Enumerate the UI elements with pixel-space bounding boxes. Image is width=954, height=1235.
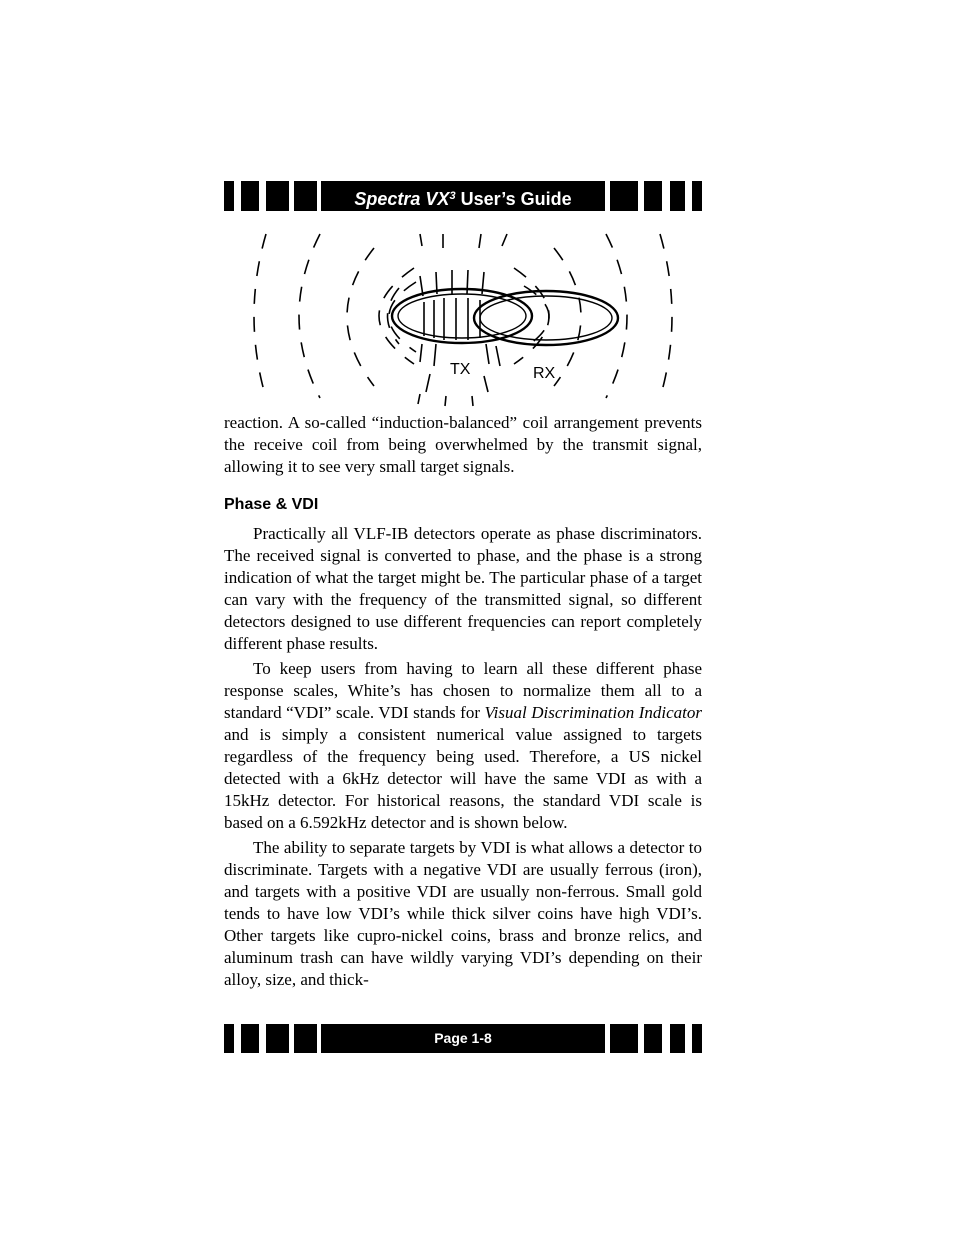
paragraph-discrimination xyxy=(224,837,702,991)
footer-block xyxy=(224,1024,234,1053)
field-line xyxy=(660,234,672,398)
footer-block xyxy=(241,1024,259,1053)
header-block xyxy=(692,181,702,211)
paragraph-text: The ability to separate targets by VDI is what allows a detector to discriminate. Targets with a negative VDI are usually ferrous (iron), and targets with a positive VDI are usually non-ferrous. Small gold tends to have low VDI’s while thick silver coins have high VDI’s. Other targets like cupro-nickel coins, brass and bronze relics, and aluminum trash can have wildly varying VDI’s depending on their alloy, size, and thick- xyxy=(224,838,702,989)
footer-block xyxy=(670,1024,685,1053)
paragraph-text: reaction. A so-called “induction-balanced” coil arrangement prevents the receive coil from being overwhelmed by the transmit signal, allowing it to see very small target signals. xyxy=(224,413,702,476)
field-line xyxy=(420,344,422,362)
footer-block xyxy=(266,1024,289,1053)
field-line xyxy=(484,376,488,392)
paragraph-text-part: To keep users from having to learn all these different phase response scales, White’s has chosen to normalize them all to a standard “VDI” scale. VDI stands for xyxy=(224,659,702,722)
field-line xyxy=(445,396,446,406)
rx-coil-inner xyxy=(480,296,612,340)
rx-label: RX xyxy=(533,365,556,382)
paragraph-phase xyxy=(224,523,702,655)
field-line xyxy=(496,346,500,366)
footer-block xyxy=(692,1024,702,1053)
section-heading: Phase & VDI xyxy=(224,496,319,513)
field-line xyxy=(486,344,489,364)
brand-superscript: 3 xyxy=(449,190,456,202)
header-block xyxy=(670,181,685,211)
footer-block xyxy=(294,1024,317,1053)
paragraph-text: Practically all VLF-IB detectors operate as phase discriminators. The received signal is converted to phase, and the phase is a strong indication of what the target might be. The particular phase of a target can vary with the frequency of the transmitted signal, so different detectors designed to use different frequencies can report completely different phase results. xyxy=(224,524,702,653)
rx-coil xyxy=(474,291,618,345)
field-line xyxy=(472,396,473,406)
field-line xyxy=(379,268,414,364)
field-line xyxy=(467,270,468,294)
field-line xyxy=(554,248,581,386)
field-line xyxy=(418,394,420,404)
header-bar xyxy=(224,181,702,211)
brand-name: Spectra VX xyxy=(354,189,450,209)
guide-title xyxy=(321,181,605,211)
header-block xyxy=(610,181,638,211)
field-line xyxy=(420,234,422,246)
coil-field-diagram xyxy=(224,226,702,410)
tx-label: TX xyxy=(450,361,471,378)
field-line xyxy=(502,234,507,246)
footer-bar xyxy=(224,1024,702,1053)
tx-coil xyxy=(392,289,532,343)
field-line xyxy=(254,234,266,398)
page-number: Page 1-8 xyxy=(321,1024,605,1053)
paragraph-reaction xyxy=(224,412,702,478)
paragraph-text xyxy=(224,658,702,834)
footer-block xyxy=(644,1024,662,1053)
field-line xyxy=(434,344,436,366)
header-block xyxy=(266,181,289,211)
field-line xyxy=(347,248,374,386)
header-block xyxy=(294,181,317,211)
guide-title-text: User’s Guide xyxy=(455,189,572,209)
header-block xyxy=(224,181,234,211)
vdi-definition: Visual Discrimination Indicator xyxy=(484,703,702,722)
footer-block xyxy=(610,1024,638,1053)
header-block xyxy=(241,181,259,211)
paragraph-text-part: and is simply a consistent numerical value assigned to targets regardless of the frequency being used. Therefore, a US nickel detected with a 6kHz detector will have the same VDI as with a 15kHz detector. For historical reasons, the standard VDI scale is based on a 6.592kHz detector and is shown below. xyxy=(224,725,702,832)
field-line xyxy=(299,234,320,398)
header-block xyxy=(644,181,662,211)
field-line xyxy=(479,234,481,248)
paragraph-vdi xyxy=(224,658,702,834)
field-line xyxy=(606,234,627,398)
field-line xyxy=(426,374,430,392)
